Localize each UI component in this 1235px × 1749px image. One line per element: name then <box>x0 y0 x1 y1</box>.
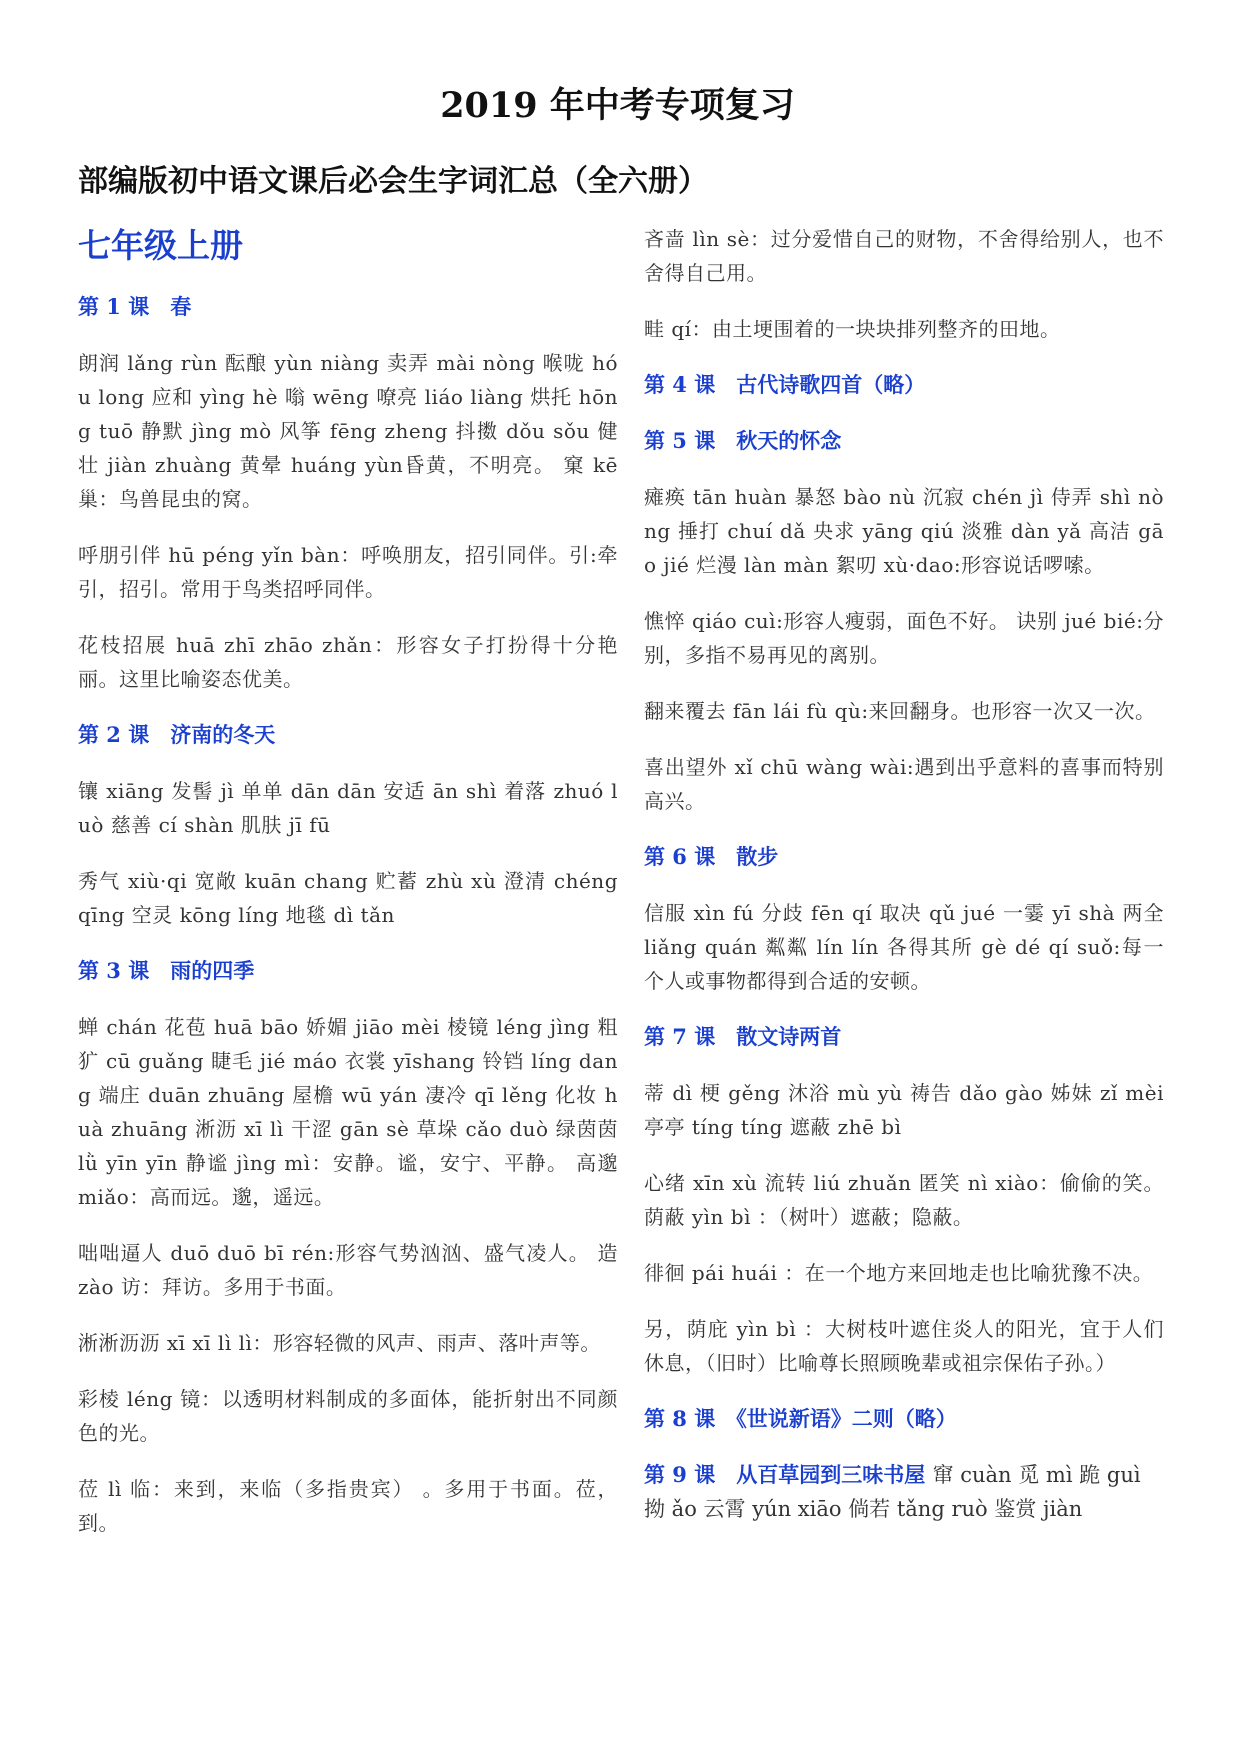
lesson-heading <box>78 718 618 752</box>
left-column <box>78 220 618 1562</box>
vocab-paragraph: 镶 xiāng 发髻 jì 单单 dān dān 安适 ān shì 着落 zhuó luò 慈善 cí shàn 肌肤 jī fū <box>78 779 618 837</box>
grade-heading: 七年级上册 <box>78 226 243 265</box>
vocab-paragraph: 花枝招展 huā zhī zhāo zhǎn：形容女子打扮得十分艳丽。这里比喻姿态优美。 <box>78 633 618 691</box>
lesson-title: 第 4 课 古代诗歌四首（略） <box>644 372 926 397</box>
lesson-title: 第 7 课 散文诗两首 <box>644 1024 842 1049</box>
vocab-paragraph: 朗润 lǎng rùn 酝酿 yùn niàng 卖弄 mài nòng 喉咙 hóu long 应和 yìng hè 嗡 wēng 嘹亮 liáo liàng 烘托 hōng tuō 静默 jìng mò 风筝 fēng zheng 抖擞 dǒu sǒu 健壮 jiàn zhuàng 黄晕 huáng yùn昏黄，不明亮。 窠 kē 巢：鸟兽昆虫的窝。 <box>78 351 618 511</box>
vocab-paragraph: 蒂 dì 梗 gěng 沐浴 mù yù 祷告 dǎo gào 姊妹 zǐ mèi 亭亭 tíng tíng 遮蔽 zhē bì <box>644 1081 1164 1139</box>
vocab-paragraph: 徘徊 pái huái ：在一个地方来回地走也比喻犹豫不决。 <box>644 1261 1154 1285</box>
lesson-heading <box>644 1458 1164 1526</box>
vocab-paragraph: 喜出望外 xǐ chū wàng wài:遇到出乎意料的喜事而特别高兴。 <box>644 755 1164 813</box>
vocab-paragraph: 莅 lì 临：来到，来临（多指贵宾） 。多用于书面。莅，到。 <box>78 1477 618 1535</box>
vocab-paragraph: 信服 xìn fú 分歧 fēn qí 取决 qǔ jué 一霎 yī shà 两全 liǎng quán 粼粼 lín lín 各得其所 gè dé qí suǒ:每一个人或事物都得到合适的安顿。 <box>644 901 1164 993</box>
lesson-title: 第 8 课 《世说新语》二则（略） <box>644 1406 957 1431</box>
left-blocks <box>78 290 618 1540</box>
lesson-heading <box>644 1402 1164 1436</box>
vocab-paragraph: 蝉 chán 花苞 huā bāo 娇媚 jiāo mèi 棱镜 léng jìng 粗犷 cū guǎng 睫毛 jié máo 衣裳 yīshang 铃铛 líng dang 端庄 duān zhuāng 屋檐 wū yán 凄冷 qī lěng 化妆 huà zhuāng 淅沥 xī lì 干涩 gān sè 草垛 cǎo duò 绿茵茵 lǜ yīn yīn 静谧 jìng mì：安静。谧，安宁、平静。 高邈 miǎo：高而远。邈，遥远。 <box>78 1015 618 1209</box>
vocab-paragraph: 憔悴 qiáo cuì:形容人瘦弱，面色不好。 诀别 jué bié:分别，多指不易再见的离别。 <box>644 609 1164 667</box>
lesson-inline-vocab: 窜 cuàn 觅 mì 跪 guì 拗 ǎo 云霄 yún xiāo 倘若 tǎng ruò 鉴赏 jiàn <box>644 1463 1141 1521</box>
vocab-paragraph: 淅淅沥沥 xī xī lì lì：形容轻微的风声、雨声、落叶声等。 <box>78 1331 601 1355</box>
vocab-paragraph: 彩棱 léng 镜：以透明材料制成的多面体，能折射出不同颜色的光。 <box>78 1387 618 1445</box>
lesson-title: 第 5 课 秋天的怀念 <box>644 428 842 453</box>
vocab-paragraph: 畦 qí：由土埂围着的一块块排列整齐的田地。 <box>644 317 1061 341</box>
vocab-paragraph: 吝啬 lìn sè：过分爱惜自己的财物，不舍得给别人，也不舍得自己用。 <box>644 227 1164 285</box>
right-blocks <box>644 222 1164 1526</box>
lesson-title: 第 3 课 雨的四季 <box>78 958 255 983</box>
right-column <box>644 222 1164 1548</box>
vocab-paragraph: 心绪 xīn xù 流转 liú zhuǎn 匿笑 nì xiào：偷偷的笑。荫蔽 yìn bì ：（树叶）遮蔽；隐蔽。 <box>644 1171 1164 1229</box>
vocab-paragraph: 翻来覆去 fān lái fù qù:来回翻身。也形容一次又一次。 <box>644 699 1156 723</box>
vocab-paragraph: 呼朋引伴 hū péng yǐn bàn：呼唤朋友，招引同伴。引:牵引，招引。常用于鸟类招呼同伴。 <box>78 543 618 601</box>
document-subtitle: 部编版初中语文课后必会生字词汇总（全六册） <box>78 164 708 199</box>
lesson-title: 第 9 课 从百草园到三味书屋 <box>644 1462 926 1487</box>
lesson-title: 第 2 课 济南的冬天 <box>78 722 276 747</box>
vocab-paragraph: 瘫痪 tān huàn 暴怒 bào nù 沉寂 chén jì 侍弄 shì nòng 捶打 chuí dǎ 央求 yāng qiú 淡雅 dàn yǎ 高洁 gāo jié 烂漫 làn màn 絮叨 xù·dao:形容说话啰嗦。 <box>644 485 1164 577</box>
lesson-heading <box>644 368 1164 402</box>
vocab-paragraph: 咄咄逼人 duō duō bī rén:形容气势汹汹、盛气凌人。 造 zào 访：拜访。多用于书面。 <box>78 1241 618 1299</box>
lesson-heading <box>78 954 618 988</box>
lesson-title: 第 1 课 春 <box>78 294 192 319</box>
lesson-title: 第 6 课 散步 <box>644 844 779 869</box>
lesson-heading <box>644 1020 1164 1054</box>
lesson-heading <box>78 290 618 324</box>
vocab-paragraph: 秀气 xiù·qi 宽敞 kuān chang 贮蓄 zhù xù 澄清 chéng qīng 空灵 kōng líng 地毯 dì tǎn <box>78 869 618 927</box>
lesson-heading <box>644 840 1164 874</box>
page-title: 2019 年中考专项复习 <box>440 85 795 126</box>
vocab-paragraph: 另，荫庇 yìn bì ：大树枝叶遮住炎人的阳光，宜于人们休息，（旧时）比喻尊长照顾晚辈或祖宗保佑子孙。） <box>644 1317 1164 1375</box>
lesson-heading <box>644 424 1164 458</box>
